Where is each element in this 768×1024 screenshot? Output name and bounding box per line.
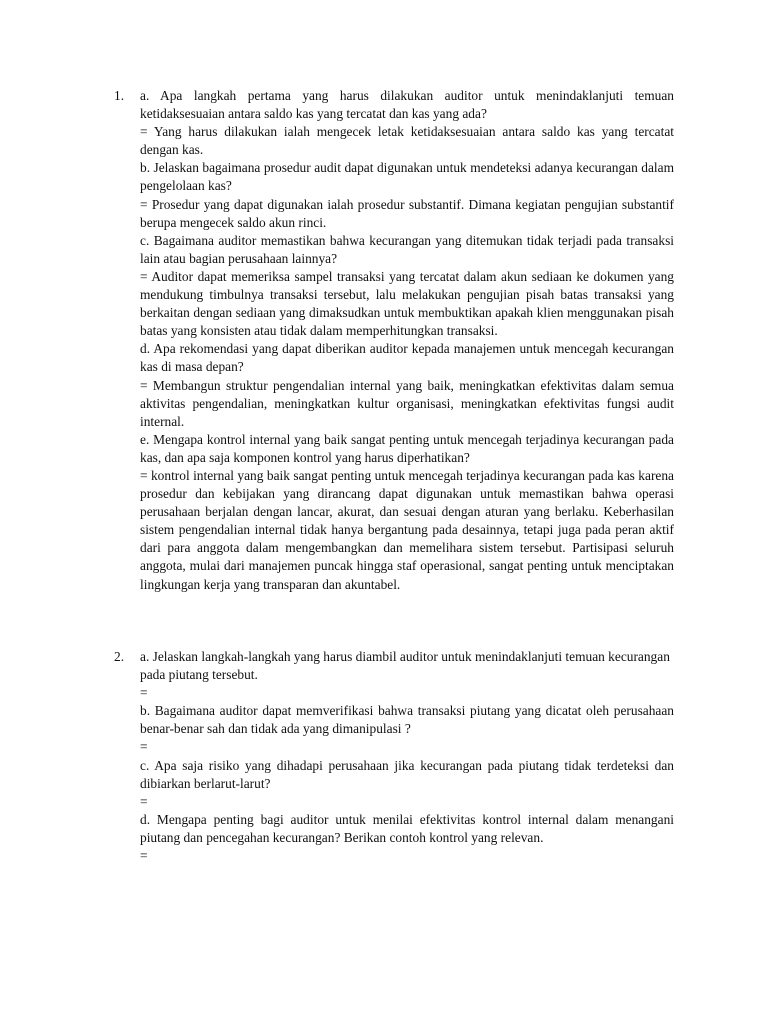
answer-1a: = Yang harus dilakukan ialah mengecek letak ketidaksesuaian antara saldo kas yang tercatat dengan kas.: [140, 124, 674, 158]
question-2c: c. Apa saja risiko yang dihadapi perusahaan jika kecurangan pada piutang tidak terdeteksi dan dibiarkan berlarut-larut?: [140, 757, 674, 791]
answer-2b: =: [140, 739, 148, 755]
question-1d: d. Apa rekomendasi yang dapat diberikan auditor kepada manajemen untuk mencegah kecurangan kas di masa depan?: [140, 341, 674, 375]
answer-1c: = Auditor dapat memeriksa sampel transaksi yang tercatat dalam akun sediaan ke dokumen yang mendukung timbulnya transaksi tersebut, lalu melakukan pengujian pisah batas transaksi yang berkaitan dengan sediaan yang dimaksudkan untuk membuktikan apakah klien menggunakan pisah batas yang konsisten atau tidak dalam memperhitungkan transaksi.: [140, 268, 674, 339]
answer-1b: = Prosedur yang dapat digunakan ialah prosedur substantif. Dimana kegiatan pengujian substantif berupa mengecek saldo akun rinci.: [140, 196, 674, 230]
question-2b: b. Bagaimana auditor dapat memverifikasi bahwa transaksi piutang yang dicatat oleh perusahaan benar-benar sah dan tidak ada yang dimanipulasi ?: [140, 703, 674, 737]
answer-1d: = Membangun struktur pengendalian internal yang baik, meningkatkan efektivitas dalam semua aktivitas pengendalian, meningkatkan kultur organisasi, meningkatkan efektivitas fungsi audit internal.: [140, 377, 674, 429]
question-1c: c. Bagaimana auditor memastikan bahwa kecurangan yang ditemukan tidak terjadi pada transaksi lain atau bagian perusahaan lainnya?: [140, 232, 674, 266]
answer-2d: =: [140, 848, 148, 864]
question-2a: a. Jelaskan langkah-langkah yang harus diambil auditor untuk menindaklanjuti temuan kecurangan pada piutang tersebut.: [140, 649, 670, 683]
question-2d: d. Mengapa penting bagi auditor untuk menilai efektivitas kontrol internal dalam menangani piutang dan pencegahan kecurangan? Berikan contoh kontrol yang relevan.: [140, 811, 674, 845]
answer-2a: =: [140, 685, 148, 701]
item-number: 2.: [114, 649, 125, 664]
item-number: 1.: [114, 88, 125, 103]
question-1a: a. Apa langkah pertama yang harus dilakukan auditor untuk menindaklanjuti temuan ketidaksesuaian antara saldo kas yang tercatat dan kas yang ada?: [140, 88, 674, 122]
answer-1e: = kontrol internal yang baik sangat penting untuk mencegah terjadinya kecurangan pada kas karena prosedur dan kebijakan yang dirancang dapat digunakan untuk memastikan bahwa operasi perusahaan berjalan dengan lancar, akurat, dan sesuai dengan aturan yang berlaku. Keberhasilan sistem pengendalian internal tidak hanya bergantung pada desainnya, tetapi juga pada peran aktif dari para anggota dalam mengembangkan dan memelihara sistem tersebut. Partisipasi seluruh anggota, mulai dari manajemen puncak hingga staf operasional, sangat penting untuk menciptakan lingkungan kerja yang transparan dan akuntabel.: [140, 467, 674, 592]
answer-2c: =: [140, 793, 148, 809]
question-item-1: [114, 87, 674, 594]
question-1b: b. Jelaskan bagaimana prosedur audit dapat digunakan untuk mendeteksi adanya kecurangan dalam pengelolaan kas?: [140, 160, 674, 194]
question-item-2: [114, 648, 674, 865]
question-1e: e. Mengapa kontrol internal yang baik sangat penting untuk mencegah terjadinya kecurangan pada kas, dan apa saja komponen kontrol yang harus diperhatikan?: [140, 431, 674, 465]
